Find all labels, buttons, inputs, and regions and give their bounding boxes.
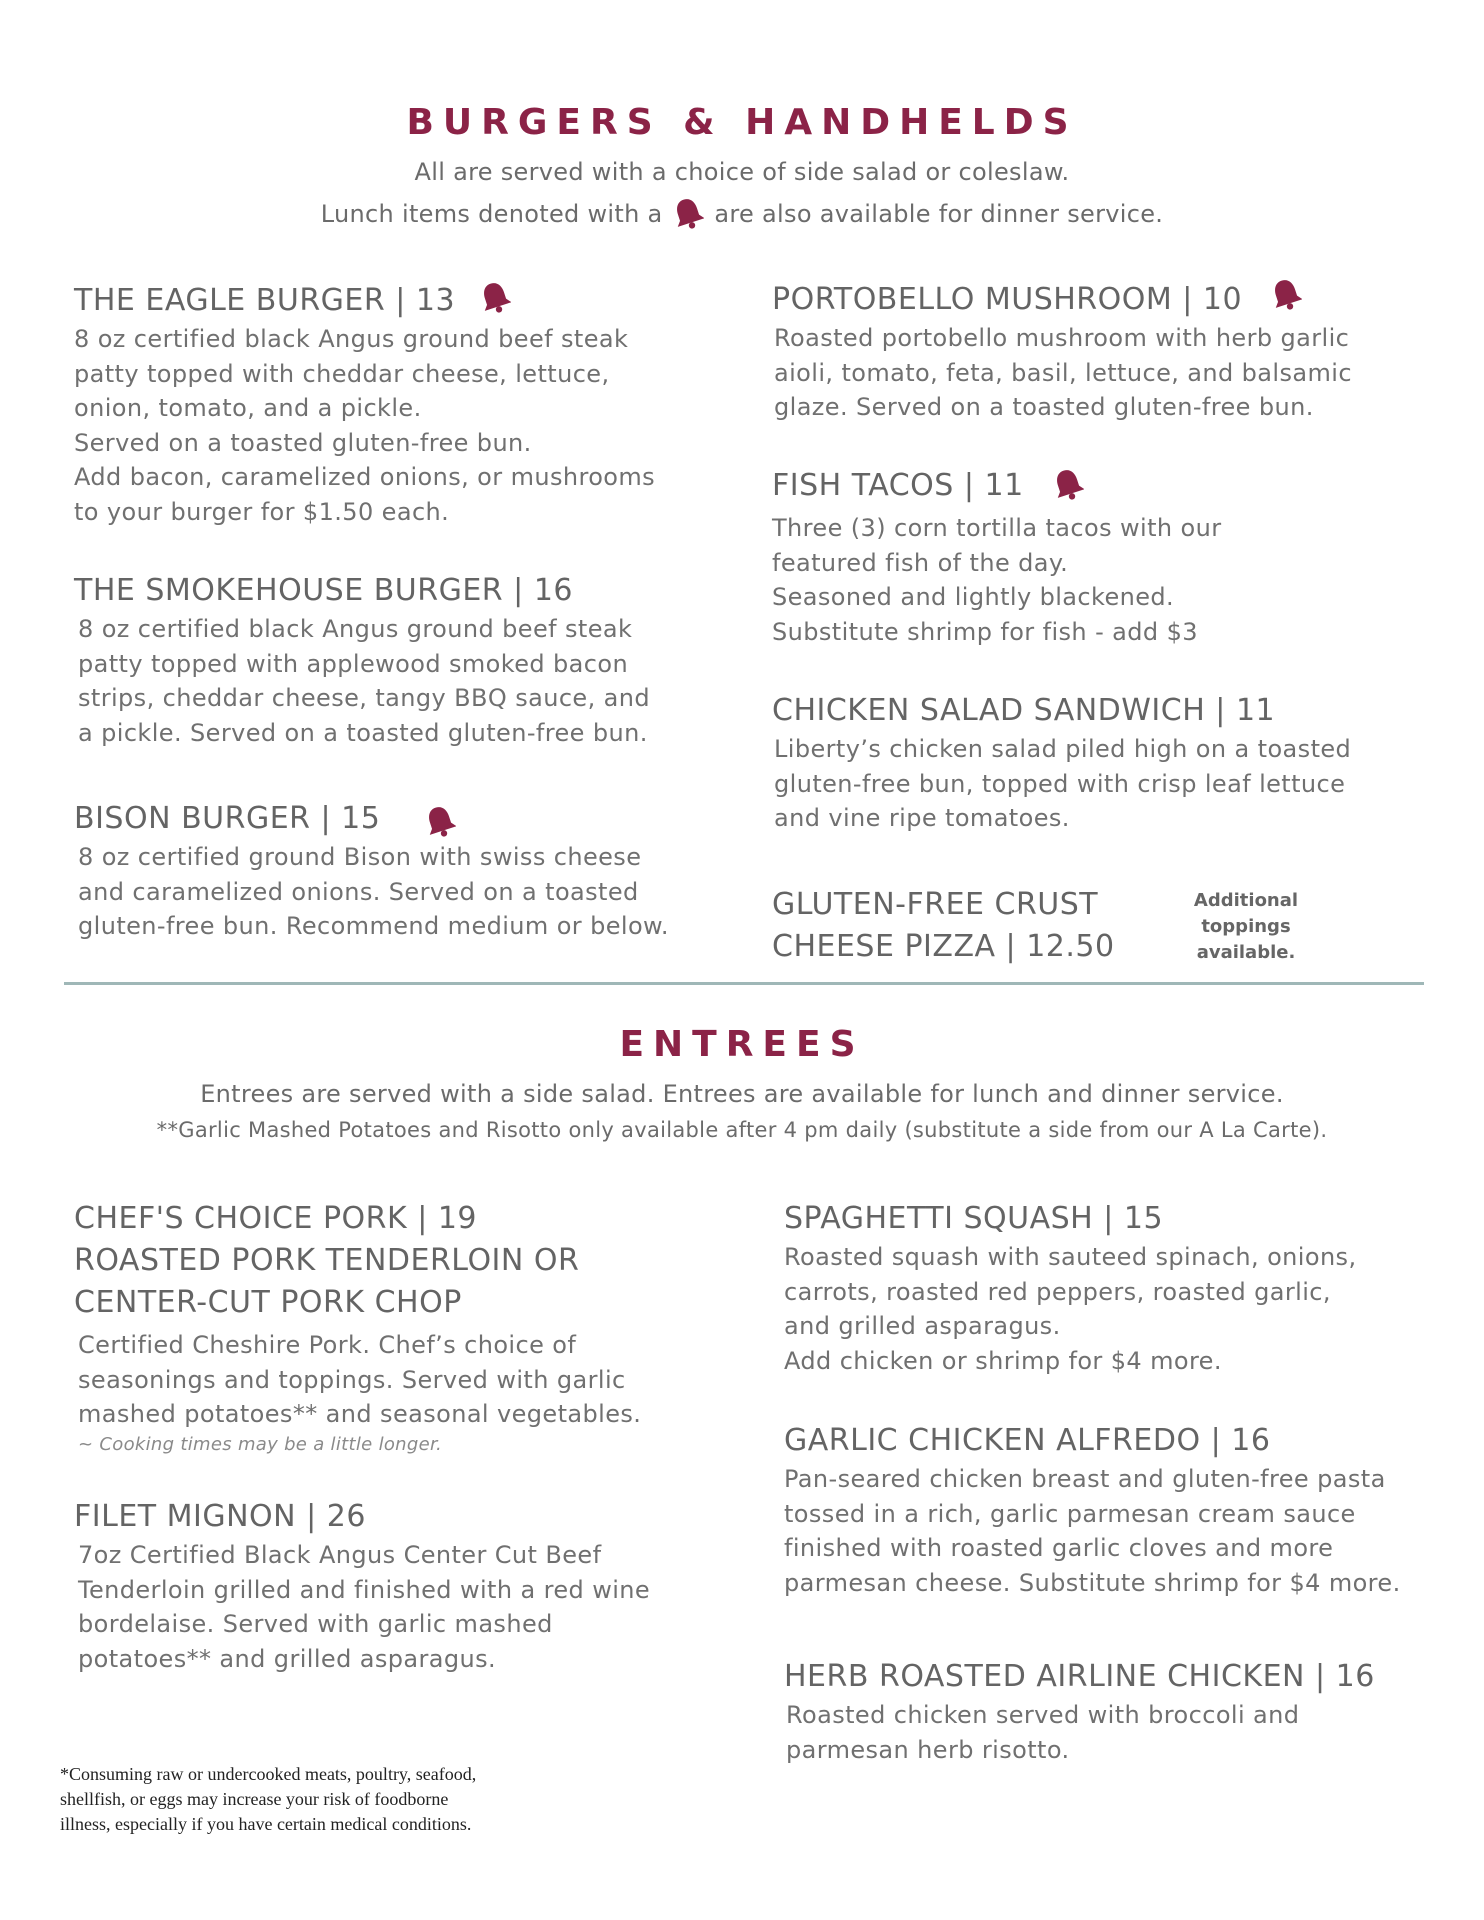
item-title: CHICKEN SALAD SANDWICH | 11 xyxy=(772,693,1276,728)
item-title: FILET MIGNON | 26 xyxy=(74,1499,366,1534)
entrees-intro-line2: **Garlic Mashed Potatoes and Risotto only available after 4 pm daily (substitute a side from our A La Carte). xyxy=(156,1118,1328,1142)
item-title xyxy=(74,280,655,322)
item-description: Roasted portobello mushroom with herb garlic aioli, tomato, feta, basil, lettuce, and balsamic glaze. Served on a toasted gluten-free bun. xyxy=(774,324,1352,421)
bell-icon xyxy=(1270,277,1302,311)
cooking-time-note: ~ Cooking times may be a little longer. xyxy=(78,1433,443,1455)
item-title-line2: CHEESE PIZZA | 12.50 xyxy=(772,929,1115,964)
section-divider xyxy=(64,982,1424,985)
bell-icon xyxy=(1052,467,1084,501)
menu-item-smokehouse-burger xyxy=(74,570,650,750)
item-description: Pan-seared chicken breast and gluten-free pasta tossed in a rich, garlic parmesan cream sauce finished with roasted garlic cloves and more parmesan cheese. Substitute shrimp for $4 more. xyxy=(784,1465,1401,1597)
item-title-text: BISON BURGER | 15 xyxy=(74,801,381,836)
item-description: 7oz Certified Black Angus Center Cut Beef Tenderloin grilled and finished with a red wine bordelaise. Served with garlic mashed potatoes** and grilled asparagus. xyxy=(78,1541,651,1673)
item-title: THE SMOKEHOUSE BURGER | 16 xyxy=(74,573,573,608)
entrees-intro-line1: Entrees are served with a side salad. Entrees are available for lunch and dinner service. xyxy=(200,1080,1284,1108)
menu-item-bison-burger xyxy=(74,798,669,944)
pizza-side-note: Additional toppings available. xyxy=(1193,890,1299,963)
item-description: Liberty’s chicken salad piled high on a toasted gluten-free bun, topped with crisp leaf lettuce and vine ripe tomatoes. xyxy=(774,735,1352,832)
menu-item-chicken-salad-sandwich xyxy=(772,690,1351,836)
item-title-line1: GLUTEN-FREE CRUST xyxy=(772,887,1099,922)
item-description: 8 oz certified black Angus ground beef steak patty topped with applewood smoked bacon strips, cheddar cheese, tangy BBQ sauce, and a pickle. Served on a toasted gluten-free bun. xyxy=(78,615,650,747)
item-title xyxy=(772,277,1352,321)
menu-item-herb-roasted-airline-chicken xyxy=(784,1656,1375,1767)
food-safety-disclaimer: *Consuming raw or undercooked meats, poultry, seafood, shellfish, or eggs may increase your risk of foodborne illness, especially if you have certain medical conditions. xyxy=(60,1764,477,1834)
item-title: GARLIC CHICKEN ALFREDO | 16 xyxy=(784,1423,1271,1458)
bell-icon xyxy=(424,804,456,838)
bell-icon xyxy=(672,196,704,230)
intro-line2-after: are also available for dinner service. xyxy=(714,200,1164,228)
menu-item-fish-tacos xyxy=(772,465,1222,649)
menu-item-cheese-pizza xyxy=(772,884,1115,968)
item-title-text: THE EAGLE BURGER | 13 xyxy=(74,283,456,318)
item-title-line2: ROASTED PORK TENDERLOIN OR xyxy=(74,1243,580,1278)
item-title-text: FISH TACOS | 11 xyxy=(772,468,1024,503)
item-description: Certified Cheshire Pork. Chef’s choice of seasonings and toppings. Served with garlic mashed potatoes** and seasonal vegetables. xyxy=(78,1331,642,1428)
burgers-intro-line2 xyxy=(0,196,1484,230)
entrees-section-title: ENTREES xyxy=(619,1024,865,1065)
item-title xyxy=(772,465,1222,507)
menu-item-filet-mignon xyxy=(74,1496,650,1676)
item-title xyxy=(74,798,669,840)
menu-item-portobello-mushroom xyxy=(772,277,1352,425)
menu-item-chefs-choice-pork xyxy=(74,1198,641,1455)
item-title: SPAGHETTI SQUASH | 15 xyxy=(784,1201,1164,1236)
item-title-line3: CENTER-CUT PORK CHOP xyxy=(74,1285,462,1320)
bell-icon xyxy=(479,280,511,314)
menu-item-eagle-burger xyxy=(74,280,655,529)
item-description: 8 oz certified ground Bison with swiss cheese and caramelized onions. Served on a toasted gluten-free bun. Recommend medium or below. xyxy=(78,843,669,940)
burgers-intro-line1: All are served with a choice of side salad or coleslaw. xyxy=(414,158,1070,186)
item-title-text: PORTOBELLO MUSHROOM | 10 xyxy=(772,282,1243,317)
item-description: Three (3) corn tortilla tacos with our featured fish of the day. Seasoned and lightly blackened. Substitute shrimp for fish - add $3 xyxy=(772,514,1222,646)
menu-item-garlic-chicken-alfredo xyxy=(784,1420,1401,1600)
item-description: 8 oz certified black Angus ground beef steak patty topped with cheddar cheese, lettuce, onion, tomato, and a pickle. Served on a toasted gluten-free bun. Add bacon, caramelized onions, or mushrooms to your burger for $1.50 each. xyxy=(74,325,656,526)
menu-item-spaghetti-squash xyxy=(784,1198,1356,1378)
item-title-line1: CHEF'S CHOICE PORK | 19 xyxy=(74,1201,478,1236)
item-title: HERB ROASTED AIRLINE CHICKEN | 16 xyxy=(784,1659,1375,1694)
item-description: Roasted chicken served with broccoli and parmesan herb risotto. xyxy=(786,1701,1300,1764)
burgers-section-title: BURGERS & HANDHELDS xyxy=(406,102,1078,143)
item-description: Roasted squash with sauteed spinach, onions, carrots, roasted red peppers, roasted garlic, and grilled asparagus. Add chicken or shrimp for $4 more. xyxy=(784,1243,1357,1375)
intro-line2-before: Lunch items denoted with a xyxy=(320,200,663,228)
